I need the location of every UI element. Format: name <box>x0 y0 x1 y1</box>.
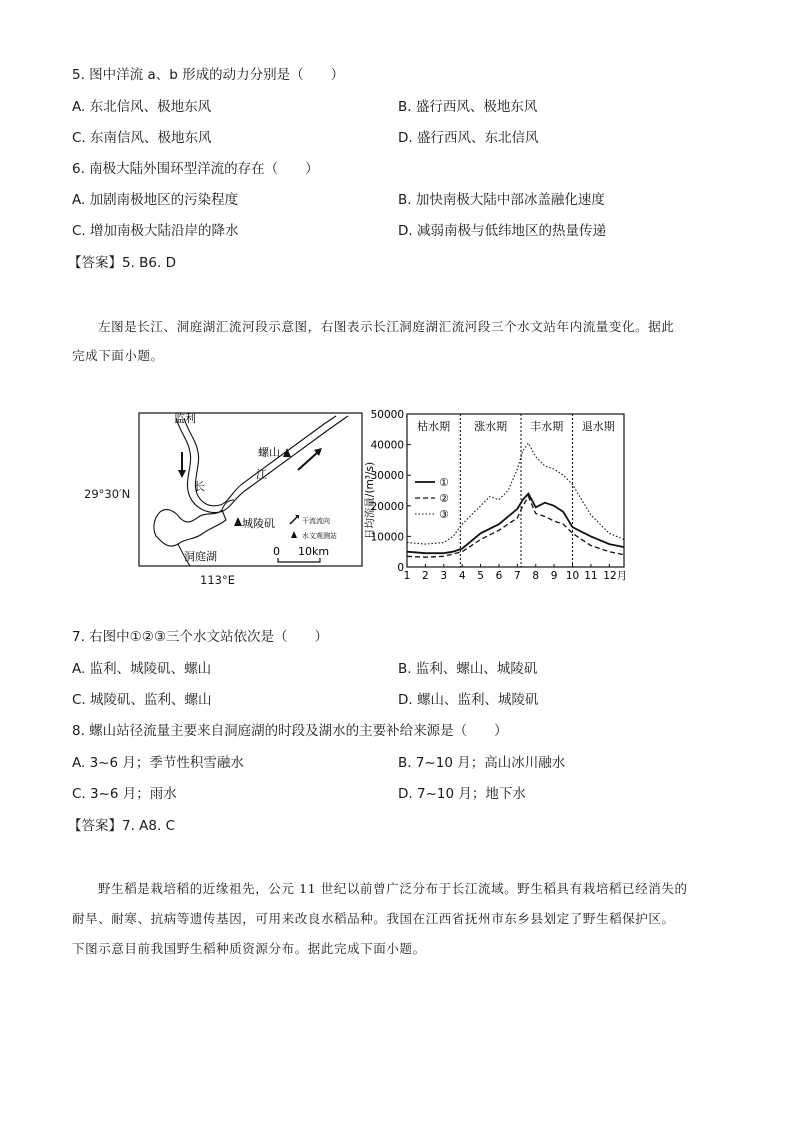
q8-option-c: C. 3~6 月；雨水 <box>72 786 177 802</box>
answer-label: 【答案】 <box>68 818 122 834</box>
q6-option-d: D. 减弱南极与低纬地区的热量传递 <box>398 223 606 239</box>
passage-2-line-2: 耐旱、耐寒、抗病等遗传基因，可用来改良水稻品种。我国在江西省抚州市东乡县划定了野生稻保护区。 <box>72 911 675 926</box>
legend-label-2: ② <box>439 492 449 505</box>
label-chenglingji: 城陵矶 <box>242 517 275 530</box>
q5-stem: 5. 图中洋流 a、b 形成的动力分别是（ ） <box>72 67 345 83</box>
period-label: 丰水期 <box>530 420 564 433</box>
passage-2-line-3: 下图示意目前我国野生稻种质资源分布。据此完成下面小题。 <box>72 941 426 956</box>
x-tick-label: 4 <box>458 570 466 582</box>
x-tick-label: 6 <box>495 570 503 582</box>
period-label: 退水期 <box>581 420 615 433</box>
y-tick-label: 40000 <box>370 439 404 452</box>
q8-option-d: D. 7~10 月；地下水 <box>398 786 526 802</box>
x-tick-label: 1 <box>403 570 411 582</box>
q7-option-a: A. 监利、城陵矶、螺山 <box>72 661 212 677</box>
answer-text: 5. B6. D <box>122 255 176 271</box>
y-tick-label: 10000 <box>370 531 404 544</box>
label-dongtinghu: 洞庭湖 <box>184 550 217 563</box>
q5-option-d: D. 盛行西风、东北信风 <box>398 130 539 146</box>
lon-label: 113°E <box>200 573 235 587</box>
scale-ten: 10km <box>298 545 330 558</box>
x-tick-label: 10 <box>565 570 580 582</box>
q6-option-c: C. 增加南极大陆沿岸的降水 <box>72 223 239 239</box>
answer-label: 【答案】 <box>68 255 122 271</box>
legend-label-1: ① <box>439 476 449 489</box>
period-label: 枯水期 <box>417 420 451 433</box>
label-river-jiang: 江 <box>256 468 267 481</box>
legend-station-label: 水文观测站 <box>302 532 337 540</box>
q8-stem: 8. 螺山站径流量主要来自洞庭湖的时段及湖水的主要补给来源是（ ） <box>72 723 508 739</box>
x-tick-label: 7 <box>513 570 521 582</box>
y-axis-label: 日均流量/(m³/s) <box>364 461 376 540</box>
x-tick-label: 3 <box>440 570 448 582</box>
x-tick-label: 9 <box>550 570 558 582</box>
passage-2-line-1: 野生稻是栽培稻的近缘祖先，公元 11 世纪以前曾广泛分布于长江流域。野生稻具有栽培稻已经消失的 <box>98 881 688 896</box>
q7-option-b: B. 监利、螺山、城陵矶 <box>398 661 538 677</box>
q6-option-b: B. 加快南极大陆中部冰盖融化速度 <box>398 192 605 208</box>
q8-option-a: A. 3~6 月；季节性积雪融水 <box>72 755 244 771</box>
q5-option-b: B. 盛行西风、极地东风 <box>398 99 538 115</box>
q5-option-c: C. 东南信风、极地东风 <box>72 130 212 146</box>
answer-5-6 <box>68 254 176 272</box>
y-tick-label: 0 <box>397 562 404 574</box>
river-map <box>138 412 363 567</box>
q6-stem: 6. 南极大陆外围环型洋流的存在（ ） <box>72 161 319 177</box>
answer-text: 7. A8. C <box>122 818 176 834</box>
x-tick-label: 11 <box>584 570 598 582</box>
answer-7-8 <box>68 817 175 835</box>
q6-option-a: A. 加剧南极地区的污染程度 <box>72 192 239 208</box>
q7-stem: 7. 右图中①②③三个水文站依次是（ ） <box>72 629 328 645</box>
y-tick-label: 50000 <box>370 409 404 421</box>
flow-chart <box>362 400 632 590</box>
label-luoshan: 螺山 <box>258 446 280 459</box>
passage-1-line-2: 完成下面小题。 <box>72 348 164 363</box>
q5-option-a: A. 东北信风、极地东风 <box>72 99 212 115</box>
legend-flow-label: 干流流向 <box>302 517 330 525</box>
x-tick-label-last: 12月 <box>603 570 628 582</box>
q8-option-b: B. 7~10 月；高山冰川融水 <box>398 755 566 771</box>
label-river-chang: 长 <box>194 480 205 493</box>
y-tick-label: 20000 <box>370 500 404 513</box>
scale-zero: 0 <box>273 545 280 558</box>
period-label: 涨水期 <box>474 420 508 433</box>
q7-option-c: C. 城陵矶、监利、螺山 <box>72 692 212 708</box>
x-tick-label: 5 <box>477 570 484 582</box>
lat-label: 29°30′N <box>84 487 131 501</box>
x-tick-label: 2 <box>422 570 429 582</box>
y-tick-label: 30000 <box>370 470 404 483</box>
passage-1-line-1: 左图是长江、洞庭湖汇流河段示意图，右图表示长江洞庭湖汇流河段三个水文站年内流量变化。据此 <box>98 319 675 334</box>
legend-label-3: ③ <box>439 508 449 521</box>
q7-option-d: D. 螺山、监利、城陵矶 <box>398 692 539 708</box>
x-tick-label: 8 <box>532 570 540 582</box>
label-jianli: 监利 <box>174 412 196 425</box>
map-frame <box>139 413 362 566</box>
plot-frame <box>407 414 624 567</box>
